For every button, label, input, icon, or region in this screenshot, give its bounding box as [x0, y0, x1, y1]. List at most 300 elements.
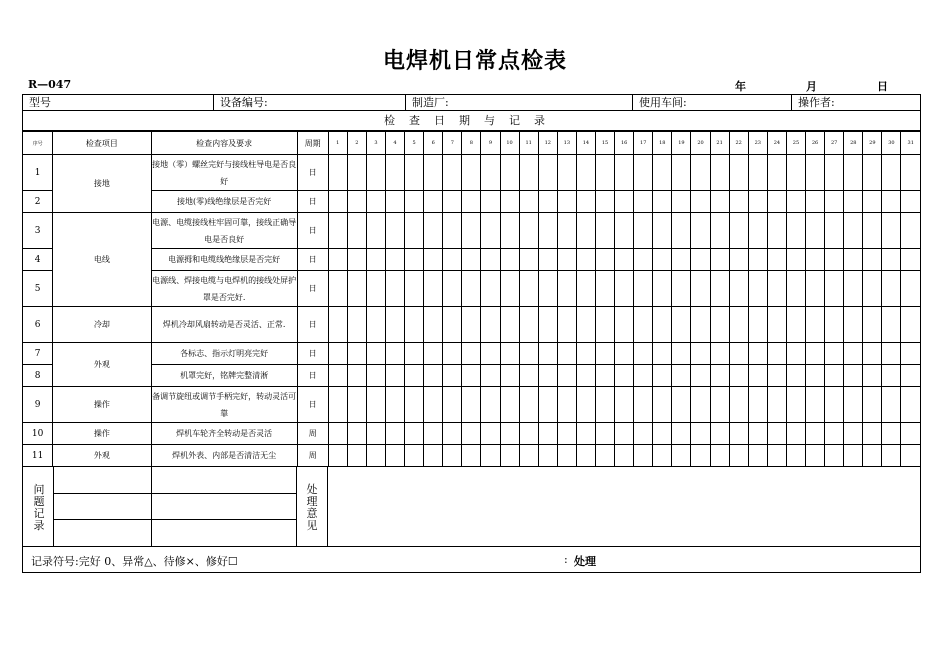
check-cell[interactable] [825, 445, 844, 467]
check-cell[interactable] [882, 191, 901, 213]
check-cell[interactable] [328, 213, 347, 249]
check-cell[interactable] [825, 307, 844, 343]
check-cell[interactable] [786, 155, 805, 191]
check-cell[interactable] [328, 271, 347, 307]
check-cell[interactable] [595, 213, 614, 249]
check-cell[interactable] [615, 271, 634, 307]
check-cell[interactable] [767, 249, 786, 271]
check-cell[interactable] [748, 155, 767, 191]
check-cell[interactable] [882, 423, 901, 445]
check-cell[interactable] [653, 387, 672, 423]
check-cell[interactable] [500, 249, 519, 271]
check-cell[interactable] [710, 249, 729, 271]
check-cell[interactable] [538, 423, 557, 445]
check-cell[interactable] [462, 271, 481, 307]
check-cell[interactable] [347, 155, 366, 191]
check-cell[interactable] [806, 191, 825, 213]
check-cell[interactable] [462, 387, 481, 423]
check-cell[interactable] [557, 387, 576, 423]
check-cell[interactable] [767, 213, 786, 249]
check-cell[interactable] [615, 155, 634, 191]
check-cell[interactable] [729, 155, 748, 191]
check-cell[interactable] [844, 271, 863, 307]
check-cell[interactable] [806, 365, 825, 387]
check-cell[interactable] [882, 343, 901, 365]
check-cell[interactable] [806, 387, 825, 423]
check-cell[interactable] [634, 191, 653, 213]
check-cell[interactable] [595, 423, 614, 445]
check-cell[interactable] [748, 343, 767, 365]
check-cell[interactable] [672, 343, 691, 365]
check-cell[interactable] [557, 445, 576, 467]
check-cell[interactable] [634, 307, 653, 343]
check-cell[interactable] [347, 271, 366, 307]
check-cell[interactable] [748, 423, 767, 445]
check-cell[interactable] [615, 191, 634, 213]
check-cell[interactable] [385, 249, 404, 271]
check-cell[interactable] [519, 307, 538, 343]
check-cell[interactable] [557, 249, 576, 271]
check-cell[interactable] [901, 155, 921, 191]
check-cell[interactable] [615, 365, 634, 387]
check-cell[interactable] [825, 271, 844, 307]
check-cell[interactable] [806, 249, 825, 271]
check-cell[interactable] [462, 423, 481, 445]
check-cell[interactable] [710, 343, 729, 365]
check-cell[interactable] [538, 271, 557, 307]
check-cell[interactable] [366, 307, 385, 343]
check-cell[interactable] [882, 249, 901, 271]
check-cell[interactable] [347, 423, 366, 445]
check-cell[interactable] [462, 365, 481, 387]
check-cell[interactable] [443, 249, 462, 271]
check-cell[interactable] [806, 307, 825, 343]
model-field[interactable]: 型号 [23, 95, 214, 110]
check-cell[interactable] [844, 423, 863, 445]
handler-signature-field[interactable] [605, 551, 805, 569]
check-cell[interactable] [863, 423, 882, 445]
check-cell[interactable] [366, 155, 385, 191]
check-cell[interactable] [328, 155, 347, 191]
check-cell[interactable] [767, 307, 786, 343]
check-cell[interactable] [347, 387, 366, 423]
check-cell[interactable] [729, 445, 748, 467]
check-cell[interactable] [519, 343, 538, 365]
check-cell[interactable] [576, 271, 595, 307]
workshop-field[interactable]: 使用车间: [633, 95, 792, 110]
check-cell[interactable] [882, 445, 901, 467]
check-cell[interactable] [557, 271, 576, 307]
check-cell[interactable] [405, 423, 424, 445]
check-cell[interactable] [672, 365, 691, 387]
check-cell[interactable] [443, 213, 462, 249]
check-cell[interactable] [748, 387, 767, 423]
check-cell[interactable] [405, 191, 424, 213]
check-cell[interactable] [481, 365, 500, 387]
check-cell[interactable] [672, 423, 691, 445]
check-cell[interactable] [901, 365, 921, 387]
check-cell[interactable] [538, 343, 557, 365]
check-cell[interactable] [844, 445, 863, 467]
check-cell[interactable] [844, 213, 863, 249]
check-cell[interactable] [385, 343, 404, 365]
check-cell[interactable] [519, 365, 538, 387]
check-cell[interactable] [863, 445, 882, 467]
check-cell[interactable] [691, 271, 710, 307]
check-cell[interactable] [538, 387, 557, 423]
check-cell[interactable] [347, 307, 366, 343]
check-cell[interactable] [405, 307, 424, 343]
check-cell[interactable] [366, 365, 385, 387]
check-cell[interactable] [481, 423, 500, 445]
equipment-no-field[interactable]: 设备编号: [214, 95, 406, 110]
check-cell[interactable] [710, 445, 729, 467]
check-cell[interactable] [691, 155, 710, 191]
check-cell[interactable] [481, 445, 500, 467]
check-cell[interactable] [691, 191, 710, 213]
check-cell[interactable] [462, 249, 481, 271]
check-cell[interactable] [385, 365, 404, 387]
check-cell[interactable] [519, 445, 538, 467]
check-cell[interactable] [767, 423, 786, 445]
check-cell[interactable] [691, 445, 710, 467]
check-cell[interactable] [748, 191, 767, 213]
check-cell[interactable] [595, 191, 614, 213]
check-cell[interactable] [328, 191, 347, 213]
check-cell[interactable] [653, 155, 672, 191]
check-cell[interactable] [844, 191, 863, 213]
check-cell[interactable] [748, 445, 767, 467]
check-cell[interactable] [405, 387, 424, 423]
check-cell[interactable] [729, 365, 748, 387]
check-cell[interactable] [786, 191, 805, 213]
check-cell[interactable] [424, 191, 443, 213]
check-cell[interactable] [710, 423, 729, 445]
check-cell[interactable] [653, 445, 672, 467]
check-cell[interactable] [519, 387, 538, 423]
check-cell[interactable] [844, 307, 863, 343]
check-cell[interactable] [576, 365, 595, 387]
check-cell[interactable] [576, 423, 595, 445]
check-cell[interactable] [653, 191, 672, 213]
check-cell[interactable] [595, 387, 614, 423]
check-cell[interactable] [767, 155, 786, 191]
check-cell[interactable] [901, 213, 921, 249]
check-cell[interactable] [576, 387, 595, 423]
check-cell[interactable] [328, 365, 347, 387]
check-cell[interactable] [844, 249, 863, 271]
check-cell[interactable] [901, 343, 921, 365]
check-cell[interactable] [443, 445, 462, 467]
check-cell[interactable] [844, 365, 863, 387]
check-cell[interactable] [786, 423, 805, 445]
check-cell[interactable] [729, 387, 748, 423]
check-cell[interactable] [710, 271, 729, 307]
check-cell[interactable] [405, 445, 424, 467]
check-cell[interactable] [901, 249, 921, 271]
check-cell[interactable] [710, 307, 729, 343]
check-cell[interactable] [405, 213, 424, 249]
check-cell[interactable] [806, 271, 825, 307]
check-cell[interactable] [443, 343, 462, 365]
check-cell[interactable] [424, 213, 443, 249]
check-cell[interactable] [863, 387, 882, 423]
check-cell[interactable] [424, 423, 443, 445]
check-cell[interactable] [385, 387, 404, 423]
check-cell[interactable] [634, 343, 653, 365]
check-cell[interactable] [500, 445, 519, 467]
check-cell[interactable] [672, 155, 691, 191]
check-cell[interactable] [385, 307, 404, 343]
check-cell[interactable] [557, 307, 576, 343]
check-cell[interactable] [385, 155, 404, 191]
check-cell[interactable] [844, 343, 863, 365]
check-cell[interactable] [863, 343, 882, 365]
check-cell[interactable] [443, 387, 462, 423]
check-cell[interactable] [691, 343, 710, 365]
check-cell[interactable] [729, 213, 748, 249]
check-cell[interactable] [443, 307, 462, 343]
check-cell[interactable] [500, 387, 519, 423]
check-cell[interactable] [901, 191, 921, 213]
check-cell[interactable] [691, 307, 710, 343]
check-cell[interactable] [405, 249, 424, 271]
check-cell[interactable] [710, 365, 729, 387]
check-cell[interactable] [786, 445, 805, 467]
check-cell[interactable] [576, 249, 595, 271]
check-cell[interactable] [500, 307, 519, 343]
check-cell[interactable] [500, 155, 519, 191]
check-cell[interactable] [863, 213, 882, 249]
check-cell[interactable] [729, 271, 748, 307]
check-cell[interactable] [825, 155, 844, 191]
check-cell[interactable] [786, 343, 805, 365]
check-cell[interactable] [385, 445, 404, 467]
check-cell[interactable] [481, 249, 500, 271]
check-cell[interactable] [786, 271, 805, 307]
check-cell[interactable] [863, 191, 882, 213]
check-cell[interactable] [825, 387, 844, 423]
check-cell[interactable] [882, 271, 901, 307]
check-cell[interactable] [806, 155, 825, 191]
check-cell[interactable] [595, 249, 614, 271]
problem-record-entry-2[interactable] [54, 494, 150, 518]
check-cell[interactable] [500, 365, 519, 387]
check-cell[interactable] [328, 343, 347, 365]
operator-field[interactable]: 操作者: [798, 96, 835, 109]
check-cell[interactable] [347, 445, 366, 467]
check-cell[interactable] [366, 445, 385, 467]
check-cell[interactable] [462, 155, 481, 191]
check-cell[interactable] [767, 365, 786, 387]
check-cell[interactable] [481, 271, 500, 307]
check-cell[interactable] [462, 343, 481, 365]
check-cell[interactable] [653, 213, 672, 249]
check-cell[interactable] [672, 191, 691, 213]
check-cell[interactable] [634, 445, 653, 467]
check-cell[interactable] [710, 191, 729, 213]
check-cell[interactable] [538, 249, 557, 271]
check-cell[interactable] [863, 155, 882, 191]
check-cell[interactable] [615, 343, 634, 365]
check-cell[interactable] [595, 307, 614, 343]
check-cell[interactable] [672, 213, 691, 249]
check-cell[interactable] [653, 249, 672, 271]
check-cell[interactable] [500, 213, 519, 249]
check-cell[interactable] [385, 423, 404, 445]
check-cell[interactable] [710, 213, 729, 249]
check-cell[interactable] [576, 445, 595, 467]
check-cell[interactable] [538, 365, 557, 387]
check-cell[interactable] [424, 249, 443, 271]
check-cell[interactable] [672, 307, 691, 343]
check-cell[interactable] [519, 271, 538, 307]
check-cell[interactable] [405, 365, 424, 387]
check-cell[interactable] [443, 155, 462, 191]
check-cell[interactable] [634, 249, 653, 271]
check-cell[interactable] [615, 423, 634, 445]
check-cell[interactable] [481, 387, 500, 423]
check-cell[interactable] [767, 387, 786, 423]
check-cell[interactable] [615, 445, 634, 467]
check-cell[interactable] [806, 343, 825, 365]
check-cell[interactable] [748, 271, 767, 307]
check-cell[interactable] [481, 191, 500, 213]
check-cell[interactable] [882, 155, 901, 191]
check-cell[interactable] [443, 365, 462, 387]
check-cell[interactable] [424, 307, 443, 343]
check-cell[interactable] [500, 271, 519, 307]
check-cell[interactable] [863, 365, 882, 387]
check-cell[interactable] [863, 271, 882, 307]
check-cell[interactable] [882, 387, 901, 423]
check-cell[interactable] [576, 191, 595, 213]
check-cell[interactable] [634, 423, 653, 445]
check-cell[interactable] [786, 307, 805, 343]
check-cell[interactable] [385, 191, 404, 213]
check-cell[interactable] [806, 423, 825, 445]
check-cell[interactable] [557, 343, 576, 365]
check-cell[interactable] [767, 343, 786, 365]
check-cell[interactable] [405, 343, 424, 365]
check-cell[interactable] [576, 155, 595, 191]
check-cell[interactable] [786, 249, 805, 271]
check-cell[interactable] [653, 307, 672, 343]
check-cell[interactable] [691, 249, 710, 271]
check-cell[interactable] [538, 307, 557, 343]
check-cell[interactable] [424, 445, 443, 467]
check-cell[interactable] [328, 307, 347, 343]
check-cell[interactable] [405, 155, 424, 191]
check-cell[interactable] [538, 191, 557, 213]
check-cell[interactable] [825, 365, 844, 387]
check-cell[interactable] [882, 307, 901, 343]
check-cell[interactable] [443, 191, 462, 213]
check-cell[interactable] [519, 249, 538, 271]
check-cell[interactable] [519, 155, 538, 191]
check-cell[interactable] [691, 387, 710, 423]
check-cell[interactable] [901, 445, 921, 467]
check-cell[interactable] [748, 213, 767, 249]
check-cell[interactable] [748, 307, 767, 343]
check-cell[interactable] [806, 445, 825, 467]
check-cell[interactable] [729, 343, 748, 365]
check-cell[interactable] [882, 365, 901, 387]
check-cell[interactable] [519, 213, 538, 249]
check-cell[interactable] [500, 191, 519, 213]
check-cell[interactable] [672, 249, 691, 271]
check-cell[interactable] [729, 423, 748, 445]
check-cell[interactable] [825, 249, 844, 271]
check-cell[interactable] [634, 365, 653, 387]
check-cell[interactable] [634, 155, 653, 191]
check-cell[interactable] [538, 155, 557, 191]
check-cell[interactable] [347, 191, 366, 213]
check-cell[interactable] [615, 249, 634, 271]
check-cell[interactable] [825, 343, 844, 365]
check-cell[interactable] [366, 191, 385, 213]
check-cell[interactable] [901, 271, 921, 307]
check-cell[interactable] [615, 307, 634, 343]
check-cell[interactable] [347, 365, 366, 387]
check-cell[interactable] [576, 307, 595, 343]
check-cell[interactable] [328, 387, 347, 423]
check-cell[interactable] [653, 343, 672, 365]
check-cell[interactable] [557, 191, 576, 213]
check-cell[interactable] [347, 213, 366, 249]
check-cell[interactable] [729, 249, 748, 271]
check-cell[interactable] [347, 249, 366, 271]
check-cell[interactable] [863, 307, 882, 343]
check-cell[interactable] [462, 307, 481, 343]
check-cell[interactable] [786, 387, 805, 423]
check-cell[interactable] [595, 445, 614, 467]
check-cell[interactable] [366, 213, 385, 249]
check-cell[interactable] [729, 191, 748, 213]
check-cell[interactable] [710, 387, 729, 423]
manufacturer-field[interactable]: 制造厂: [406, 95, 633, 110]
check-cell[interactable] [863, 249, 882, 271]
check-cell[interactable] [691, 365, 710, 387]
check-cell[interactable] [691, 423, 710, 445]
check-cell[interactable] [557, 365, 576, 387]
check-cell[interactable] [481, 307, 500, 343]
problem-record-entry-3[interactable] [54, 520, 150, 545]
check-cell[interactable] [424, 343, 443, 365]
check-cell[interactable] [538, 213, 557, 249]
check-cell[interactable] [366, 387, 385, 423]
check-cell[interactable] [405, 271, 424, 307]
check-cell[interactable] [557, 213, 576, 249]
check-cell[interactable] [443, 423, 462, 445]
check-cell[interactable] [844, 387, 863, 423]
check-cell[interactable] [462, 213, 481, 249]
check-cell[interactable] [519, 423, 538, 445]
check-cell[interactable] [481, 343, 500, 365]
check-cell[interactable] [672, 445, 691, 467]
check-cell[interactable] [500, 343, 519, 365]
check-cell[interactable] [653, 423, 672, 445]
check-cell[interactable] [424, 155, 443, 191]
check-cell[interactable] [462, 191, 481, 213]
check-cell[interactable] [595, 155, 614, 191]
check-cell[interactable] [424, 365, 443, 387]
check-cell[interactable] [519, 191, 538, 213]
check-cell[interactable] [595, 343, 614, 365]
check-cell[interactable] [615, 387, 634, 423]
check-cell[interactable] [328, 445, 347, 467]
check-cell[interactable] [576, 343, 595, 365]
